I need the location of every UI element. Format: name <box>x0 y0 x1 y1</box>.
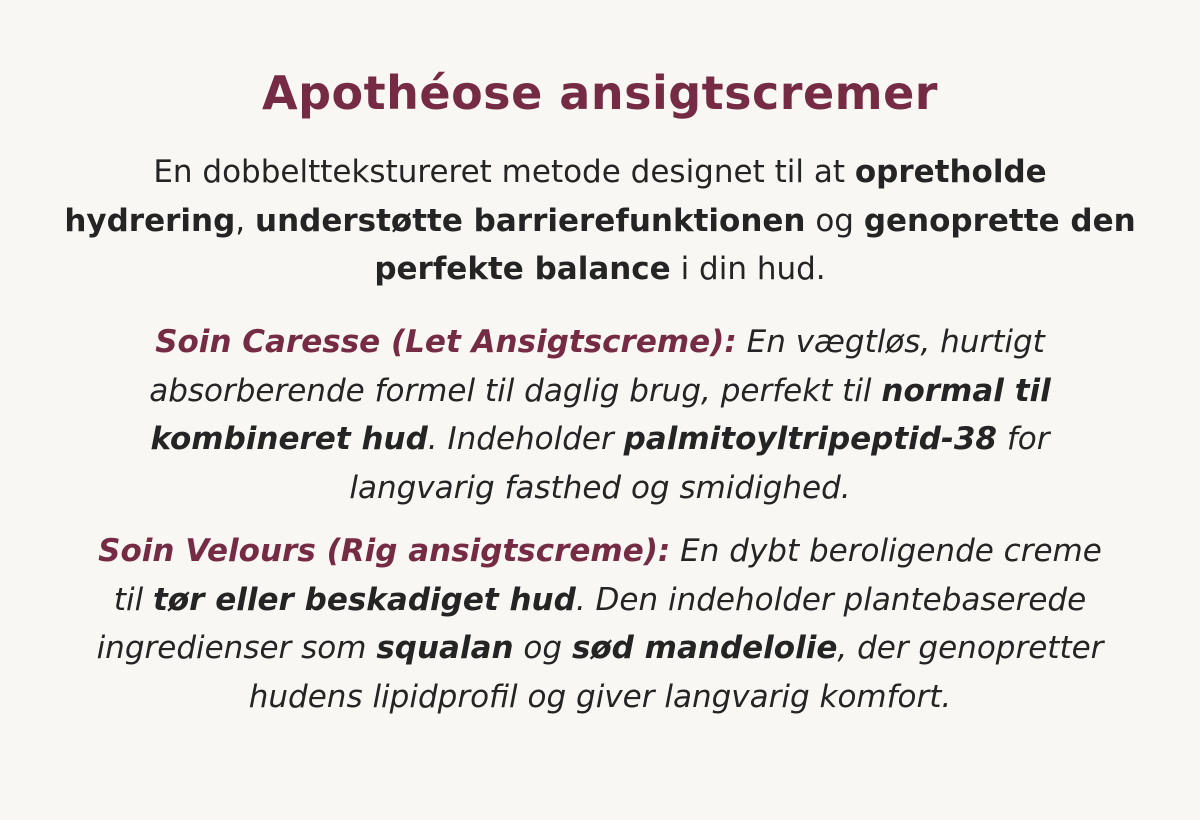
intro-emphasis: opretholde hydrering <box>64 154 1047 239</box>
product-soin-caresse <box>80 318 1120 512</box>
intro-emphasis: genoprette den perfekte balance <box>374 202 1136 287</box>
product-emphasis: tør eller beskadiget hud <box>153 581 576 618</box>
intro-text: En dobbelttekstureret metode designet til at <box>153 154 855 190</box>
product-text: og <box>513 630 572 666</box>
product-emphasis: squalan <box>376 630 514 666</box>
product-emphasis: normal til kombineret hud <box>150 372 1051 457</box>
product-text: En vægtløs, hurtigt absorberende formel til daglig brug, perfekt til <box>149 324 1045 409</box>
product-name: Soin Caresse (Let Ansigtscreme): <box>155 324 737 360</box>
intro-text: , <box>235 202 256 239</box>
product-emphasis: sød mandelolie <box>571 630 838 666</box>
product-name: Soin Velours (Rig ansigtscreme): <box>98 533 671 569</box>
page-title: Apothéose ansigtscremer <box>262 66 938 120</box>
page <box>60 0 1140 820</box>
intro-text: og <box>805 202 864 239</box>
intro-text: i din hud. <box>670 251 826 287</box>
product-text: . Indeholder <box>427 421 624 457</box>
product-text: for langvarig fasthed og smidighed. <box>349 421 1050 506</box>
product-text: , der genopretter hudens lipidprofil og giver langvarig komfort. <box>248 630 1104 715</box>
product-soin-velours <box>80 527 1120 721</box>
product-text: En dybt beroligende creme til <box>113 533 1102 618</box>
intro-paragraph <box>60 148 1140 294</box>
intro-emphasis: understøtte barrierefunktionen <box>255 202 806 239</box>
product-text: . Den indeholder plantebaserede ingredienser som <box>96 581 1087 666</box>
product-emphasis: palmitoyltripeptid-38 <box>623 421 998 457</box>
